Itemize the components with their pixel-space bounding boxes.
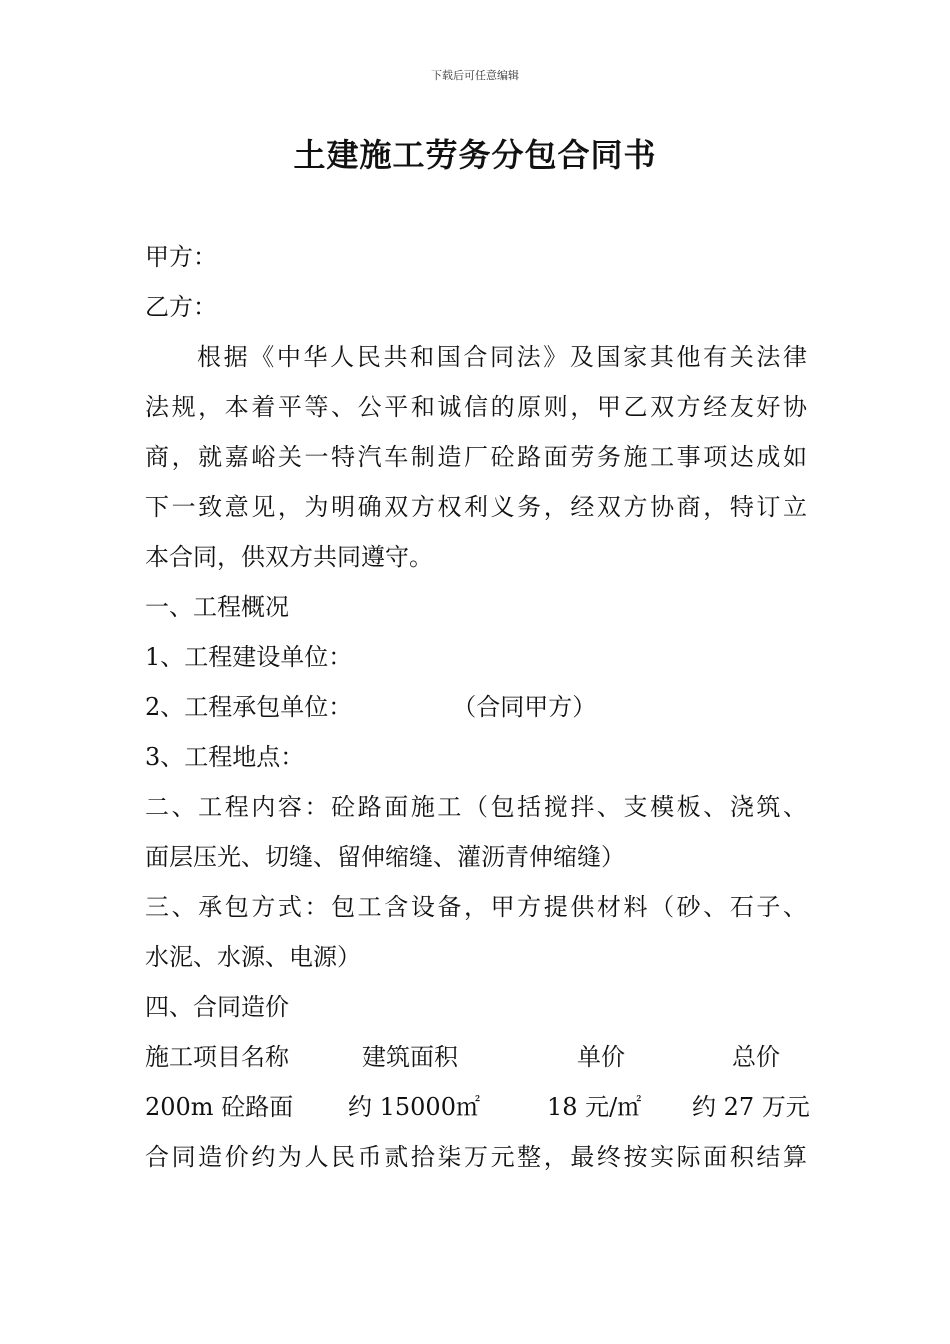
page-header-note: 下载后可任意编辑	[431, 69, 519, 82]
contract-price-summary: 合同造价约为人民币贰拾柒万元整，最终按实际面积结算	[145, 1143, 807, 1171]
table-header-cell: 单价	[577, 1043, 625, 1071]
contractor-unit-label: 2、工程承包单位：	[145, 693, 353, 721]
preamble-line: 商，就嘉峪关一特汽车制造厂砼路面劳务施工事项达成如	[145, 443, 807, 471]
work-content-line: 面层压光、切缝、留伸缩缝、灌沥青伸缩缝）	[145, 843, 625, 871]
party-b-label: 乙方：	[145, 293, 217, 321]
preamble-line: 本合同，供双方共同遵守。	[145, 543, 433, 571]
work-content-line: 二、工程内容：砼路面施工（包括搅拌、支模板、浇筑、	[145, 793, 807, 821]
section-heading: 一、工程概况	[145, 593, 289, 621]
document-body	[145, 232, 810, 1182]
contractor-unit-note: （合同甲方）	[452, 693, 597, 721]
project-location-field: 3、工程地点：	[145, 743, 305, 771]
table-header-cell: 施工项目名称	[145, 1043, 289, 1071]
table-cell: 200m 砼路面	[145, 1093, 294, 1121]
contract-mode-line: 三、承包方式：包工含设备，甲方提供材料（砂、石子、	[145, 893, 807, 921]
table-header-cell: 建筑面积	[362, 1043, 458, 1071]
section-heading: 四、合同造价	[145, 993, 289, 1021]
preamble-line: 法规，本着平等、公平和诚信的原则，甲乙双方经友好协	[145, 393, 807, 421]
price-table-header	[145, 1032, 807, 1082]
document-title: 土建施工劳务分包合同书	[293, 136, 657, 174]
table-cell: 约 15000㎡	[348, 1093, 480, 1121]
table-cell: 约 27 万元	[692, 1093, 810, 1121]
table-cell: 18 元/㎡	[547, 1093, 642, 1121]
party-a-label: 甲方：	[145, 243, 217, 271]
table-header-cell: 总价	[732, 1043, 780, 1071]
preamble-line: 下一致意见，为明确双方权利义务，经双方协商，特订立	[145, 493, 807, 521]
construction-unit-field: 1、工程建设单位：	[145, 643, 353, 671]
contractor-unit-field	[145, 682, 807, 732]
preamble-line: 根据《中华人民共和国合同法》及国家其他有关法律	[197, 343, 807, 371]
contract-mode-line: 水泥、水源、电源）	[145, 943, 361, 971]
price-table-row	[145, 1082, 810, 1132]
